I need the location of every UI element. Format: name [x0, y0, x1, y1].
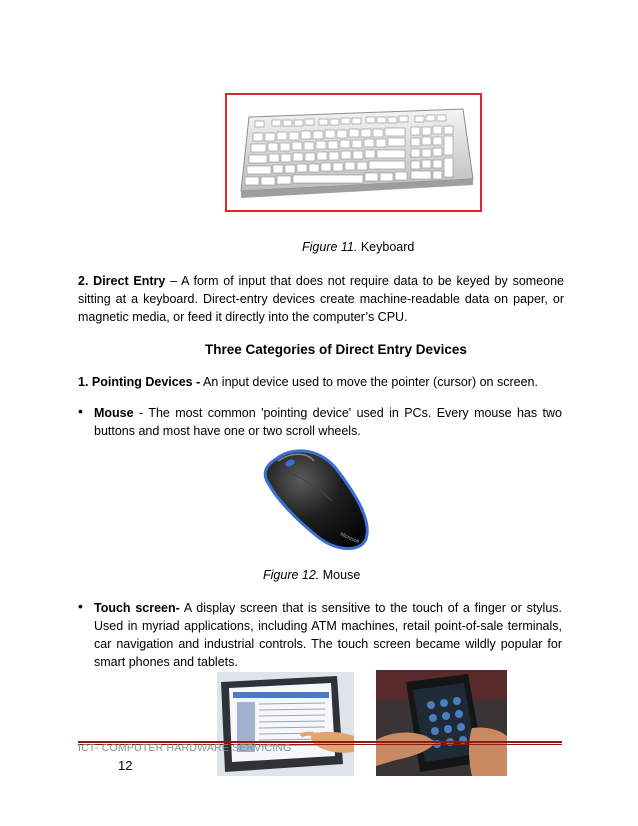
mouse-body: - The most common 'pointing device' used in PCs. Every mouse has two buttons and most have one or two scroll wheels.	[94, 406, 562, 438]
figure-11-caption	[302, 240, 414, 254]
touch-screen-bullet: •	[78, 598, 83, 614]
touch-screen-paragraph	[94, 599, 562, 671]
mouse-figure	[248, 441, 388, 555]
touch-screen-body: A display screen that is sensitive to the touch of a finger or stylus. Used in myriad applications, including ATM machines, retail point-of-sale terminals, car navigation and industrial controls. The touch screen became wildly popular for smart phones and tablets.	[94, 601, 562, 669]
keyboard-illustration	[227, 95, 480, 210]
touch-monitor-illustration	[217, 672, 354, 776]
page-number: 12	[118, 758, 133, 773]
svg-text:Microsoft: Microsoft	[339, 531, 361, 546]
pointing-devices-body: An input device used to move the pointer (cursor) on screen.	[200, 375, 538, 389]
figure-12-label: Figure 12.	[263, 568, 320, 582]
figure-11-label: Figure 11.	[302, 240, 358, 254]
touch-phone-illustration	[376, 670, 507, 776]
figure-12-caption	[263, 568, 360, 582]
direct-entry-paragraph	[78, 272, 564, 326]
pointing-devices-paragraph	[78, 373, 564, 391]
mouse-illustration	[248, 441, 388, 555]
figure-12-text: Mouse	[319, 568, 361, 582]
direct-entry-lead: 2. Direct Entry	[78, 274, 166, 288]
keyboard-figure	[225, 93, 482, 212]
mouse-lead: Mouse	[94, 406, 134, 420]
touch-monitor-photo	[217, 672, 354, 776]
categories-heading: Three Categories of Direct Entry Devices	[205, 342, 467, 357]
touch-screen-lead: Touch screen-	[94, 601, 180, 615]
touch-phone-photo	[376, 670, 507, 776]
direct-entry-body: – A form of input that does not require data to be keyed by someone sitting at a keyboard. Direct-entry devices create machine-readable data on paper, or magnetic media, or feed it directly into the computer’s CPU.	[78, 274, 564, 324]
figure-11-text: Keyboard	[357, 240, 415, 254]
footer-title: ICT- COMPUTER HARDWARE SERVICING	[78, 742, 292, 754]
mouse-paragraph	[94, 404, 562, 440]
mouse-bullet: •	[78, 403, 83, 419]
pointing-devices-lead: 1. Pointing Devices -	[78, 375, 201, 389]
